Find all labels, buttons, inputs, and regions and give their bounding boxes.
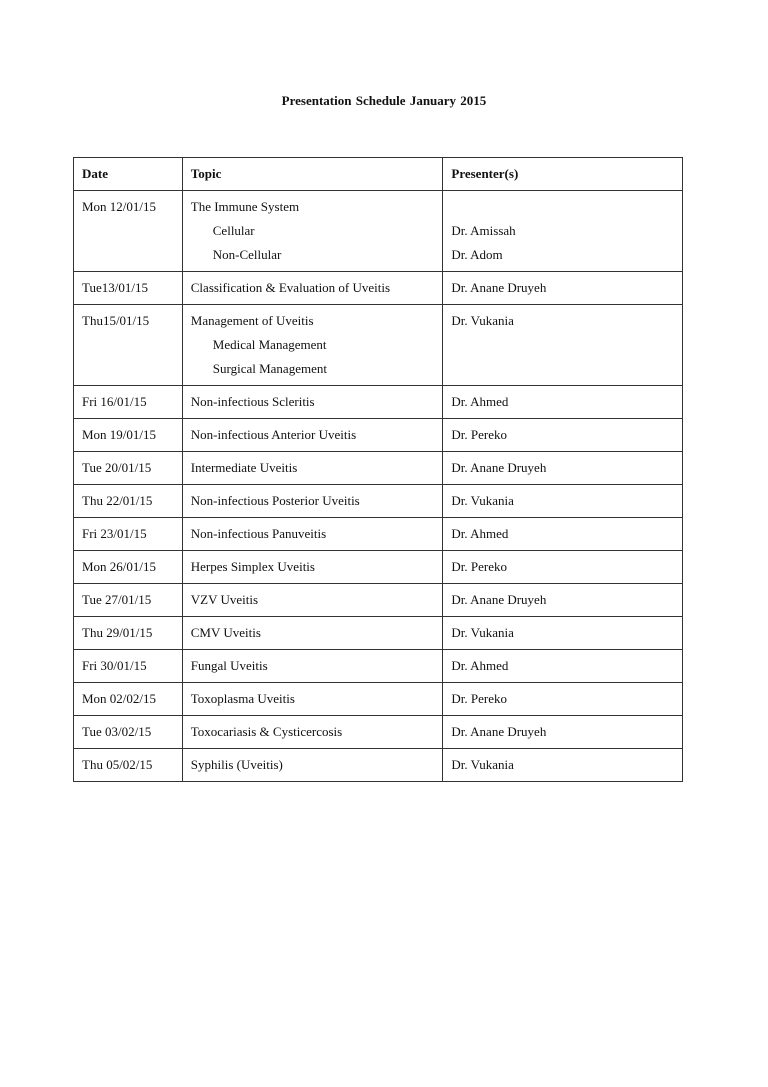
topic-cell: Classification & Evaluation of Uveitis [182, 272, 443, 305]
presenter-text: Dr. Amissah [451, 223, 516, 238]
table-row [74, 305, 683, 386]
topic-text: The Immune System [190, 199, 300, 214]
topic-cell: Fungal Uveitis [182, 650, 443, 683]
presenter-cell: Dr. Pereko [443, 419, 683, 452]
date-cell [74, 191, 183, 272]
topic-cell: Toxoplasma Uveitis [182, 683, 443, 716]
table-row [74, 551, 683, 584]
presenter-cell: Dr. Vukania [443, 749, 683, 782]
date-cell: Thu 22/01/15 [74, 485, 183, 518]
date-cell: Mon 19/01/15 [74, 419, 183, 452]
presenter-cell [443, 191, 683, 272]
date-cell: Mon 26/01/15 [74, 551, 183, 584]
presenter-cell: Dr. Pereko [443, 551, 683, 584]
subtopic-text: Non-Cellular [212, 247, 282, 262]
presenter-spacer [451, 195, 674, 219]
table-row [74, 617, 683, 650]
date-cell: Tue 20/01/15 [74, 452, 183, 485]
date-cell: Fri 23/01/15 [74, 518, 183, 551]
table-row [74, 650, 683, 683]
presenter-cell: Dr. Ahmed [443, 650, 683, 683]
date-cell: Tue 27/01/15 [74, 584, 183, 617]
date-cell: Tue13/01/15 [74, 272, 183, 305]
topic-cell [182, 191, 443, 272]
table-row [74, 452, 683, 485]
table-row [74, 191, 683, 272]
table-row [74, 683, 683, 716]
topic-cell [182, 305, 443, 386]
page-title: Presentation Schedule January 2015 [281, 93, 487, 108]
presenter-cell: Dr. Vukania [443, 617, 683, 650]
presenter-cell [443, 305, 683, 386]
column-header-topic: Topic [182, 158, 443, 191]
schedule-table [73, 157, 683, 782]
topic-cell: Non-infectious Anterior Uveitis [182, 419, 443, 452]
topic-cell: Syphilis (Uveitis) [182, 749, 443, 782]
table-row [74, 386, 683, 419]
table-row [74, 749, 683, 782]
subtopic-text: Medical Management [212, 337, 327, 352]
topic-cell: Non-infectious Posterior Uveitis [182, 485, 443, 518]
topic-cell: CMV Uveitis [182, 617, 443, 650]
table-row [74, 518, 683, 551]
date-cell: Thu 29/01/15 [74, 617, 183, 650]
presenter-cell: Dr. Ahmed [443, 386, 683, 419]
presenter-cell: Dr. Anane Druyeh [443, 584, 683, 617]
table-row [74, 716, 683, 749]
topic-cell: Intermediate Uveitis [182, 452, 443, 485]
topic-cell: Toxocariasis & Cysticercosis [182, 716, 443, 749]
presenter-text: Dr. Vukania [451, 313, 514, 328]
topic-cell: VZV Uveitis [182, 584, 443, 617]
presenter-text: Dr. Adom [451, 247, 503, 262]
table-row [74, 584, 683, 617]
topic-cell: Non-infectious Scleritis [182, 386, 443, 419]
date-text: Mon 12/01/15 [82, 199, 157, 214]
table-row [74, 272, 683, 305]
presenter-cell: Dr. Anane Druyeh [443, 272, 683, 305]
date-cell: Tue 03/02/15 [74, 716, 183, 749]
date-cell: Thu 05/02/15 [74, 749, 183, 782]
presenter-cell: Dr. Vukania [443, 485, 683, 518]
column-header-date: Date [74, 158, 183, 191]
presenter-cell: Dr. Ahmed [443, 518, 683, 551]
date-cell [74, 305, 183, 386]
table-row [74, 419, 683, 452]
date-cell: Fri 30/01/15 [74, 650, 183, 683]
subtopic-text: Cellular [212, 223, 255, 238]
presenter-cell: Dr. Pereko [443, 683, 683, 716]
table-header-row [74, 158, 683, 191]
table-row [74, 485, 683, 518]
topic-cell: Herpes Simplex Uveitis [182, 551, 443, 584]
presenter-cell: Dr. Anane Druyeh [443, 716, 683, 749]
topic-text: Management of Uveitis [190, 313, 314, 328]
subtopic-text: Surgical Management [212, 361, 327, 376]
date-cell: Fri 16/01/15 [74, 386, 183, 419]
date-text: Thu15/01/15 [82, 313, 150, 328]
column-header-presenter: Presenter(s) [443, 158, 683, 191]
topic-cell: Non-infectious Panuveitis [182, 518, 443, 551]
presenter-cell: Dr. Anane Druyeh [443, 452, 683, 485]
date-cell: Mon 02/02/15 [74, 683, 183, 716]
